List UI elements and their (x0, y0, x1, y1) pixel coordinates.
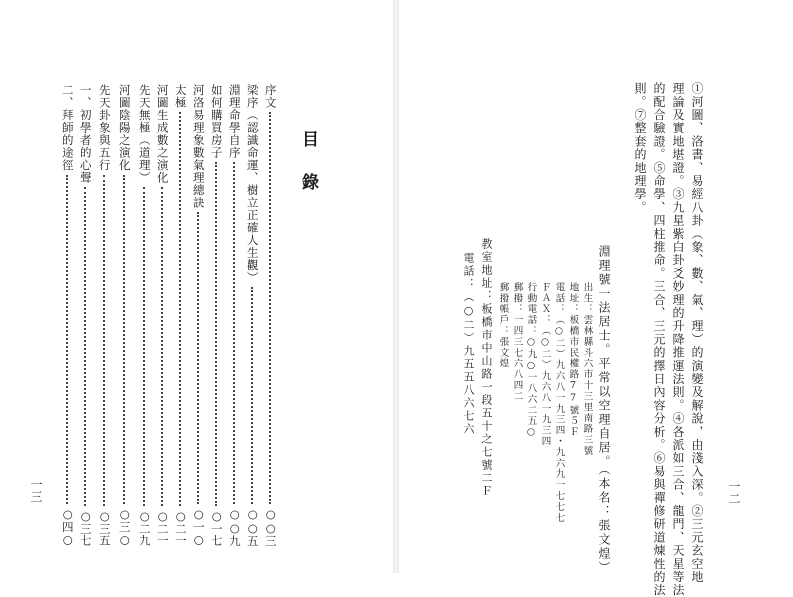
toc-entry-page: ○○三 (263, 506, 278, 546)
toc-entry[interactable] (155, 84, 169, 546)
intro-line-2: 理論及實地堪證。③九星紫白卦爻妙理的升降推運法則。④各派如三合、龍門、天星等法 (671, 82, 685, 597)
author-birthplace: 出生：雲林縣斗六市十三里南路三號 (581, 282, 593, 457)
author-postal-account: 郵撥：一四三七六八四二 (511, 282, 523, 402)
toc-entry-title: 梁序（認識命運、樹立正確人生觀） (245, 84, 260, 284)
intro-line-4: 則。⑦整套的地理學。 (633, 82, 647, 214)
intro-line-1: ①河圖、洛書、易經八卦（象、數、氣、理）的演變及解說，由淺入深。②三元玄空地 (690, 82, 704, 584)
toc-leader-dots (84, 187, 86, 506)
toc-entry-title: 序文 (263, 84, 278, 109)
toc-entry-page: ○三○ (117, 506, 132, 546)
intro-line-3: 的配合驗證。⑤命學、四柱推命。三合、三元的擇日內容分析。⑥易與禪修研道煉性的法 (652, 82, 666, 597)
toc-leader-dots (197, 212, 199, 504)
toc-entry-title: 太極 (173, 84, 188, 109)
author-postal-holder: 郵撥帳戶：張文煌 (497, 282, 509, 370)
toc-entry[interactable] (245, 84, 259, 546)
toc-leader-dots (179, 112, 181, 506)
toc-entry-title: 河圖生成數之演化 (155, 84, 170, 184)
toc-entry-title: 先天卦象與五行 (97, 84, 112, 172)
toc-entry-page: ○一七 (209, 509, 224, 546)
toc-entry-page: ○二一 (155, 509, 170, 546)
toc-entry[interactable] (97, 84, 111, 546)
toc-leader-dots (161, 187, 163, 506)
toc-entry-title: 先天無極（道理） (137, 84, 152, 184)
toc-entry-page: ○三五 (97, 509, 112, 546)
toc-entry[interactable] (209, 84, 223, 546)
author-phone: 電話：（○二）九六八一九三四・九六九一七七七 (553, 282, 565, 524)
author-name-line: 淵理號一法居士。平常以空理自居。（本名：張文煌） (597, 245, 611, 575)
author-address: 地址：板橋市民權路77號５Ｆ (567, 282, 579, 438)
toc-entry[interactable] (263, 84, 277, 546)
toc-entry[interactable] (60, 84, 74, 546)
author-mobile: 行動電話：○九○一八六二五○ (525, 282, 537, 440)
toc-entry-page: ○二九 (137, 509, 152, 546)
right-page-number: 一二 (727, 480, 741, 505)
toc-entry-page: ○○五 (245, 506, 260, 546)
classroom-phone: 電話：（○二）九五五八六七六 (462, 252, 475, 436)
toc-entry-title: 一、初學者的心聲 (78, 84, 93, 184)
toc-entry[interactable] (191, 84, 205, 546)
toc-entry-page: ○一○ (191, 506, 206, 546)
toc-entry[interactable] (227, 84, 241, 546)
left-page-number: 一三 (29, 478, 43, 503)
toc-entry[interactable] (117, 84, 131, 546)
toc-leader-dots (269, 112, 271, 504)
toc-leader-dots (103, 175, 105, 507)
toc-entry-page: ○○九 (227, 506, 242, 546)
toc-entry-title: 河洛易理象數氣理總訣 (191, 84, 206, 209)
toc-leader-dots (66, 175, 68, 504)
toc-leader-dots (233, 162, 235, 504)
toc-entry-page: ○三七 (78, 509, 93, 546)
toc-leader-dots (251, 287, 253, 504)
author-fax: ＦＡＸ：（○二）九六八一九三四 (539, 282, 551, 447)
toc-leader-dots (215, 162, 217, 506)
page-gutter (393, 0, 399, 573)
toc-entry-title: 二、拜師的途徑 (60, 84, 75, 172)
toc-entry-title: 淵理命學自序 (227, 84, 242, 159)
toc-leader-dots (143, 187, 145, 506)
toc-entry-title: 河圖陰陽之演化 (117, 84, 132, 172)
toc-entry-title: 如何購買房子 (209, 84, 224, 159)
toc-heading: 目錄 (298, 130, 318, 216)
toc-entry[interactable] (173, 84, 187, 546)
toc-entry[interactable] (78, 84, 92, 546)
toc-entry-page: ○二一 (173, 509, 188, 546)
toc-leader-dots (123, 175, 125, 504)
toc-entry-page: ○四○ (60, 506, 75, 546)
toc-entry[interactable] (137, 84, 151, 546)
classroom-address: 教室地址：板橋市中山路一段五十之七號二Ｆ (480, 238, 493, 498)
